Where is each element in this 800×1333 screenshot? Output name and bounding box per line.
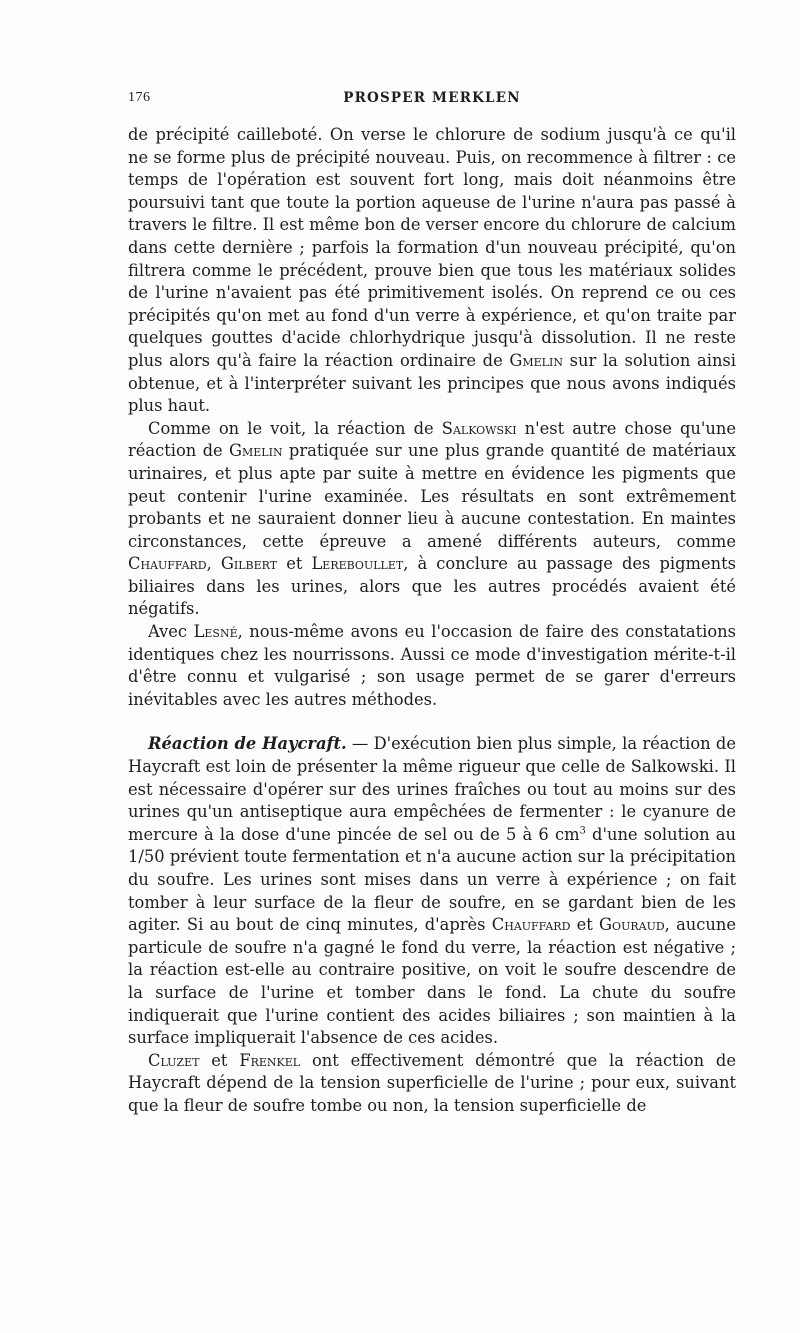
page-number: 176 (128, 90, 151, 105)
body-text (128, 124, 736, 1118)
author-name: Chauffard (491, 915, 571, 935)
page-header (128, 90, 736, 112)
author-name: Lesné (193, 622, 238, 642)
text-run: , aucune particule de soufre n'a gagné le fond du verre, la réaction est négative ; la réaction est-elle au contraire positive, on voit le soufre descendre de la surface de l'urine et tomber dans le fond. La chute du soufre indiquerait que l'urine contient des acides biliaires ; son maintien à la surface impliquerait l'absence de ces acides. (128, 915, 736, 1048)
text-run: Avec (148, 622, 194, 642)
text-run: et (570, 915, 600, 935)
author-name: Gouraud (599, 915, 665, 935)
author-name: Gmelin (229, 441, 283, 461)
text-run: Comme on le voit, la réaction de (148, 418, 442, 438)
text-run: n'est autre chose qu'une réaction de (128, 418, 736, 461)
paragraph-1 (128, 124, 736, 418)
section-title: Réaction de Haycraft. (148, 734, 347, 754)
running-head: PROSPER MERKLEN (343, 90, 521, 106)
text-run: , nous-même avons eu l'occasion de faire des constatations identiques chez les nourrissons. Aussi ce mode d'investigation mérite-t-il d'être connu et vulgarisé ; son usage permet de se garer d'erreurs inévitables avec les autres méthodes. (128, 622, 736, 709)
text-run: — D'exécution bien plus simple, la réaction de Haycraft est loin de présenter la même rigueur que celle de Salkowski. Il est nécessaire d'opérer sur des urines fraîches ou tout au moins sur des urines qu'un antiseptique aura empêchées de fermenter : le cyanure de mercure à la dose d'une pincée de sel ou de 5 à 6 cm (128, 734, 736, 844)
author-name: Frenkel (239, 1050, 301, 1070)
author-name: Gmelin (509, 350, 563, 370)
superscript: 3 (579, 825, 586, 837)
text-run: d'une solution au 1/50 prévient toute fermentation et n'a aucune action sur la précipitation du soufre. Les urines sont mises dans un verre à expérience ; on fait tomber à leur surface de la fleur de soufre, en se gardant bien de les agiter. Si au bout de cinq minutes, d'après (128, 824, 736, 935)
section-gap (128, 711, 736, 733)
author-name: Gilbert (220, 554, 278, 574)
text-run: , (206, 554, 221, 574)
text-run: et (199, 1050, 240, 1070)
text-run: ont effectivement démontré que la réaction de Haycraft dépend de la tension superficielle de l'urine ; pour eux, suivant que la fleur de soufre tombe ou non, la tension superficielle de (128, 1050, 736, 1115)
text-run: pratiquée sur une plus grande quantité de matériaux urinaires, et plus apte par suite à mettre en évidence les pigments que peut contenir l'urine examinée. Les résultats en sont extrêmement probants et ne sauraient donner lieu à aucune contestation. En maintes circonstances, cette épreuve a amené différents auteurs, comme (128, 441, 736, 551)
paragraph-5 (128, 1050, 736, 1118)
text-run: de précipité cailleboté. On verse le chlorure de sodium jusqu'à ce qu'il ne se forme plus de précipité nouveau. Puis, on recommence à filtrer : ce temps de l'opération est souvent fort long, mais doit néanmoins être poursuivi tant que toute la portion aqueuse de l'urine n'aura pas passé à travers le filtre. Il est même bon de verser encore du chlorure de calcium dans cette dernière ; parfois la formation d'un nouveau précipité, qu'on filtrera comme le précédent, prouve bien que tous les matériaux solides de l'urine n'avaient pas été primitivement isolés. On reprend ce ou ces précipités qu'on met au fond d'un verre à expérience, et qu'on traite par quelques gouttes d'acide chlorhydrique jusqu'à dissolution. Il ne reste plus alors qu'à faire la réaction ordinaire de (128, 125, 736, 370)
paragraph-2 (128, 418, 736, 621)
author-name: Lereboullet (311, 554, 404, 574)
text-run: et (277, 554, 312, 574)
paragraph-haycraft (128, 733, 736, 1049)
author-name: Salkowski (441, 418, 517, 438)
author-name: Chauffard (128, 554, 207, 574)
author-name: Cluzet (148, 1050, 200, 1070)
text-run: , à conclure au passage des pigments biliaires dans les urines, alors que les autres procédés avaient été négatifs. (128, 554, 737, 619)
paragraph-3 (128, 621, 736, 711)
text-run: sur la solution ainsi obtenue, et à l'interpréter suivant les principes que nous avons indiqués plus haut. (128, 350, 736, 416)
